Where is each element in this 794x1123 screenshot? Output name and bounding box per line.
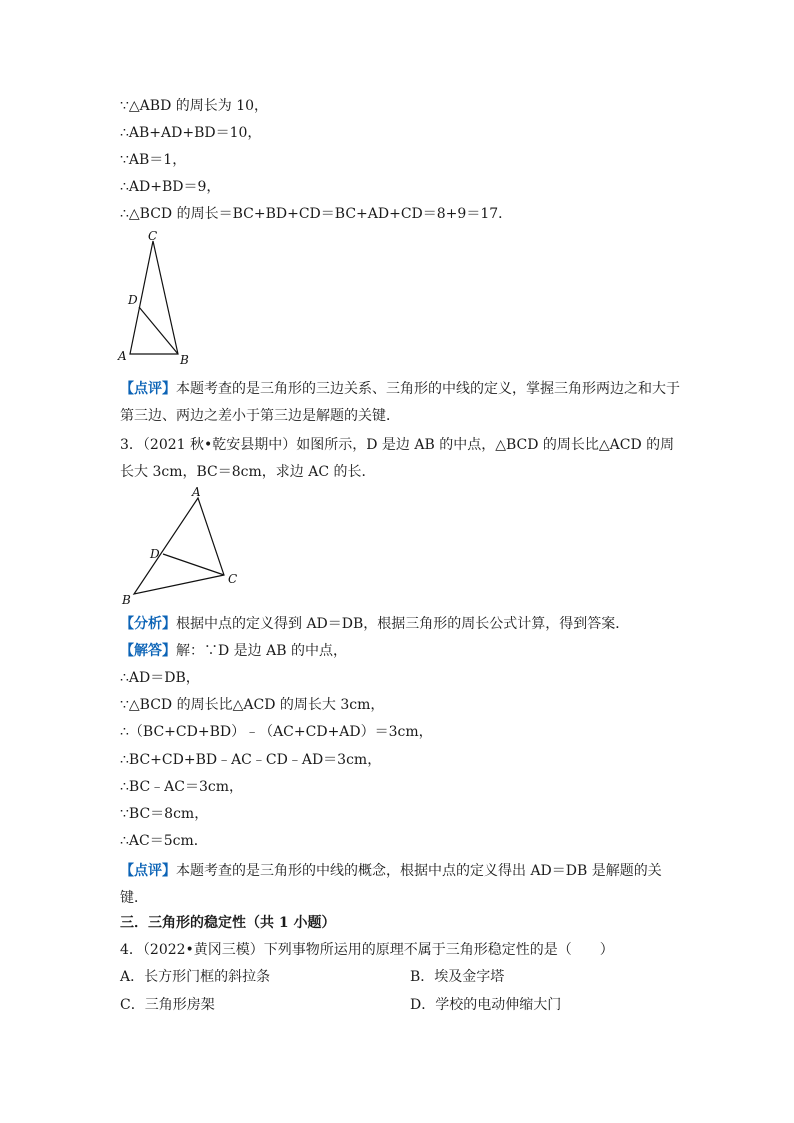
review-tag: 【点评】 (120, 863, 176, 879)
solution-line-1: ∵△ABD 的周长为 10， (120, 98, 269, 114)
solution-line-3: ∵AB＝1， (120, 152, 187, 168)
option-a[interactable]: A．长方形门框的斜拉条 (120, 969, 271, 985)
analysis (120, 614, 629, 634)
review-1 (120, 376, 680, 430)
label-D: D (128, 293, 138, 307)
analysis-text: 根据中点的定义得到 AD＝DB，根据三角形的周长公式计算，得到答案． (176, 616, 630, 632)
answer-line-8: ∴AC＝5cm． (120, 833, 208, 849)
answer-text: 解：∵D 是边 AB 的中点， (176, 643, 347, 659)
solution-line-2: ∴AB+AD+BD＝10， (120, 125, 262, 141)
review-text: 本题考查的是三角形的中线的概念，根据中点的定义得出 AD＝DB 是解题的关键． (120, 863, 662, 906)
option-c[interactable]: C．三角形房架 (120, 997, 215, 1013)
label-A: A (118, 349, 127, 363)
option-b[interactable]: B．埃及金字塔 (410, 969, 505, 985)
solution-line-4: ∴AD+BD＝9， (120, 179, 221, 195)
label-C: C (228, 572, 238, 586)
answer-line-1 (120, 641, 347, 661)
answer-line-7: ∵BC＝8cm， (120, 806, 209, 822)
label-A: A (192, 485, 201, 499)
question-4-stem: 4．（2022•黄冈三模）下列事物所运用的原理不属于三角形稳定性的是（ ） (120, 942, 614, 958)
review-text: 本题考查的是三角形的三边关系、三角形的中线的定义，掌握三角形两边之和大于第三边、两边之差小于第三边是解题的关键． (120, 381, 680, 424)
triangle-figure-2 (112, 484, 252, 609)
answer-line-5: ∴BC+CD+BD﹣AC﹣CD﹣AD＝3cm， (120, 752, 382, 768)
triangle-figure-1 (112, 228, 202, 368)
review-tag: 【点评】 (120, 381, 176, 397)
answer-tag: 【解答】 (120, 643, 176, 659)
label-D: D (150, 547, 160, 561)
answer-line-2: ∴AD＝DB， (120, 670, 200, 686)
section-3-title: 三．三角形的稳定性（共 1 小题） (120, 915, 336, 931)
option-d[interactable]: D．学校的电动伸缩大门 (410, 997, 562, 1013)
question-3-stem: 3．（2021 秋•乾安县期中）如图所示，D 是边 AB 的中点，△BCD 的周长比△ACD 的周长大 3cm，BC＝8cm，求边 AC 的长． (120, 437, 675, 480)
analysis-tag: 【分析】 (120, 616, 176, 632)
solution-line-5: ∴△BCD 的周长＝BC+BD+CD＝BC+AD+CD＝8+9＝17． (120, 206, 513, 222)
review-2 (120, 858, 680, 912)
label-C: C (148, 229, 158, 243)
label-B: B (122, 593, 131, 607)
label-B: B (180, 353, 189, 367)
answer-line-4: ∴（BC+CD+BD）﹣（AC+CD+AD）＝3cm， (120, 724, 433, 740)
answer-line-3: ∵△BCD 的周长比△ACD 的周长大 3cm， (120, 697, 385, 713)
answer-line-6: ∴BC﹣AC＝3cm， (120, 779, 244, 795)
